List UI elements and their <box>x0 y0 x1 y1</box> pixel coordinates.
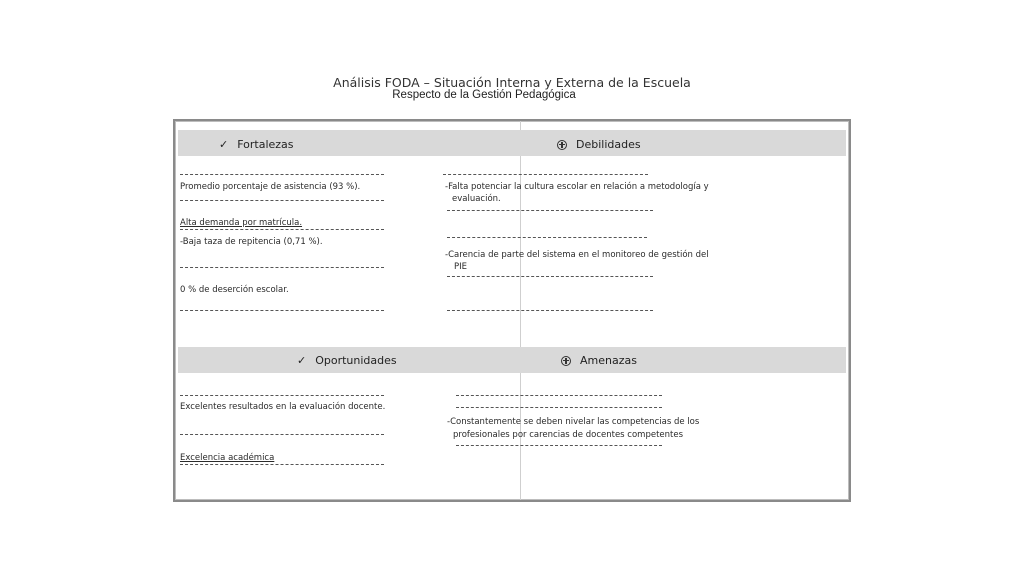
amenazas-heading-label: Amenazas <box>580 354 637 367</box>
debilidades-heading-label: Debilidades <box>576 138 641 151</box>
oportunidades-item: Excelentes resultados en la evaluación docente. <box>180 402 386 412</box>
separator <box>447 237 647 238</box>
check-icon: ✓ <box>297 354 307 367</box>
debilidades-item: -Falta potenciar la cultura escolar en relación a metodología y <box>445 182 709 192</box>
separator <box>456 395 662 396</box>
separator <box>180 464 384 465</box>
page-title: Análisis FODA – Situación Interna y Externa de la Escuela <box>333 75 691 90</box>
bottom-header-band <box>178 347 846 373</box>
circle-plus-icon <box>557 140 567 150</box>
separator <box>180 200 384 201</box>
amenazas-item: -Constantemente se deben nivelar las competencias de los <box>447 417 700 427</box>
separator <box>180 174 384 175</box>
foda-table <box>173 119 851 502</box>
separator <box>456 407 662 408</box>
amenazas-heading <box>561 354 637 367</box>
oportunidades-heading-label: Oportunidades <box>315 354 397 367</box>
separator <box>456 445 662 446</box>
fortalezas-heading <box>219 138 294 151</box>
fortalezas-item: -Baja taza de repitencia (0,71 %). <box>180 237 323 247</box>
separator <box>180 267 384 268</box>
fortalezas-item: 0 % de deserción escolar. <box>180 285 289 295</box>
separator <box>180 229 384 230</box>
fortalezas-heading-label: Fortalezas <box>237 138 294 151</box>
separator <box>180 395 384 396</box>
separator <box>180 310 384 311</box>
debilidades-item: evaluación. <box>452 194 501 204</box>
separator <box>443 174 648 175</box>
check-icon: ✓ <box>219 138 229 151</box>
debilidades-item: -Carencia de parte del sistema en el monitoreo de gestión del <box>445 250 709 260</box>
debilidades-item: PIE <box>454 262 468 272</box>
oportunidades-heading <box>297 354 397 367</box>
circle-plus-icon <box>561 356 571 366</box>
fortalezas-item: Alta demanda por matrícula. <box>180 218 303 228</box>
separator <box>447 276 653 277</box>
amenazas-item: profesionales por carencias de docentes competentes <box>453 430 684 440</box>
fortalezas-item: Promedio porcentaje de asistencia (93 %). <box>180 182 361 192</box>
page-subtitle: Respecto de la Gestión Pedagógica <box>392 89 576 101</box>
separator <box>447 210 653 211</box>
oportunidades-item: Excelencia académica <box>180 453 275 463</box>
debilidades-heading <box>557 138 641 151</box>
separator <box>180 434 384 435</box>
separator <box>447 310 653 311</box>
